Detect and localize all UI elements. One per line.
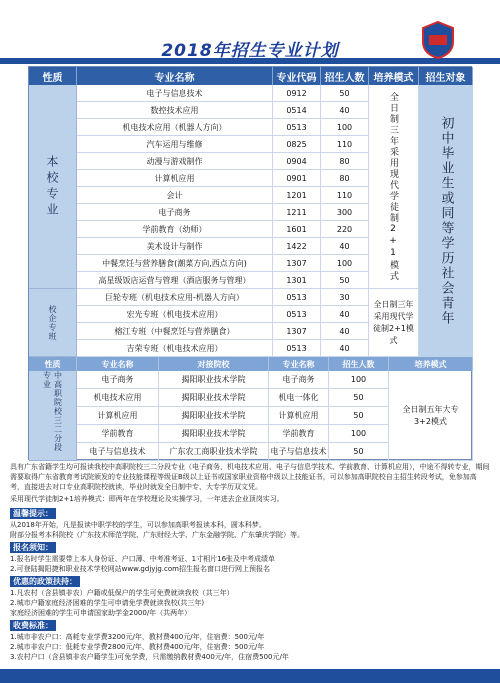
enroll-count: 80: [321, 170, 369, 187]
header-cell: 培养模式: [369, 67, 419, 85]
note-apprenticeship: 采用现代学徒制2+1培养模式：即两年在学校理论及实操学习，一年进去企业顶岗实习。: [10, 495, 284, 503]
enroll-count: 100: [321, 255, 369, 272]
header-cell: 性质: [29, 67, 77, 85]
joint-major: 电子与信息技术: [77, 443, 159, 461]
partner-college: 揭阳职业技术学院: [159, 371, 269, 389]
major-name: 电子商务: [77, 204, 273, 221]
major-name: 巨轮专班（机电技术应用-机器人方向）: [77, 289, 273, 306]
tip-line-1: 从2018年开始，凡是报读中职学校的学生，可以参加高职考报读本科，圆本科梦。: [10, 521, 266, 529]
major-code: 1601: [273, 221, 321, 238]
enroll-count: 100: [321, 119, 369, 136]
joint-count: 50: [329, 389, 389, 407]
sub-header-cell: 性质: [29, 357, 77, 371]
header-cell: 专业代码: [273, 67, 321, 85]
major-name: 高星级饭店运营与管理（酒店服务与管理）: [77, 272, 273, 289]
joint-count: 50: [329, 407, 389, 425]
major-name: 中餐烹饪与营养膳食(潮菜方向,西点方向): [77, 255, 273, 272]
major-name: 电子与信息技术: [77, 85, 273, 102]
sub-header-cell: 培养模式: [389, 357, 473, 371]
major-code: 0513: [273, 340, 321, 357]
major-code: 0901: [273, 170, 321, 187]
college-major: 电子与信息技术: [269, 443, 329, 461]
header-cell: 招生人数: [321, 67, 369, 85]
header-cell: 招生对象: [419, 67, 473, 85]
partner-college: 广东农工商职业技术学院: [159, 443, 269, 461]
enroll-count: 40: [321, 323, 369, 340]
enroll-count: 300: [321, 204, 369, 221]
major-name: 机电技术应用（机器人方向）: [77, 119, 273, 136]
major-name: 学前教育（幼师）: [77, 221, 273, 238]
enroll-count: 40: [321, 340, 369, 357]
notes: [10, 462, 490, 662]
enroll-count: 50: [321, 85, 369, 102]
enrollment-target-text: 初中毕业生或同等学历社会青年: [438, 116, 454, 326]
policy-line-1: 1.凡农村（含县镇非农）户籍或低保户的学生可免费就读我校（共三年）: [10, 589, 234, 597]
college-major: 电子商务: [269, 371, 329, 389]
footer-bar: [0, 669, 500, 683]
partner-college: 揭阳职业技术学院: [159, 407, 269, 425]
major-name: 吉荣专班（机电技术应用）: [77, 340, 273, 357]
college-major: 学前教育: [269, 425, 329, 443]
header-cell: 专业名称: [77, 67, 273, 85]
major-name: 汽车运用与维修: [77, 136, 273, 153]
major-name: 数控技术应用: [77, 102, 273, 119]
school-logo-icon: [420, 20, 456, 60]
enroll-count: 80: [321, 153, 369, 170]
policy-line-3: 家庭经济困难的学生可申请国家助学金2000/年（共两年）: [10, 609, 192, 617]
section-enterprise-label: [29, 289, 77, 357]
page-title: 2018年招生专业计划: [161, 41, 339, 61]
sub-header-cell: 专业名称: [77, 357, 159, 371]
tip-line-2: 附部分报考本科院校（广东技术师范学院、广东财经大学、广东金融学院、广东肇庆学院）等。: [10, 531, 304, 539]
section-local-label: [29, 85, 77, 289]
note-joint-program: 具有广东省籍学生均可报读我校中高职院校三二分段专业（电子商务、机电技术应用、电子与信息学技术、学前教育、计算机应用），中途不得转专业，期间需要取得广东省教育考试院颁发的专业技能课程等级证B级以上证书或国家职业资格中级以上技能证书，可以参加高职院校自主招生转段考试，免参加高考，直接进去对口专业高职院校就读，毕业时就发全日制中专、大专学历双文凭。: [10, 463, 490, 491]
enroll-count: 40: [321, 306, 369, 323]
joint-count: 50: [329, 443, 389, 461]
joint-major: 计算机应用: [77, 407, 159, 425]
major-code: 0912: [273, 85, 321, 102]
local-mode-text: 全日制三年采用现代学徒制2+1模式: [388, 91, 398, 282]
section-joint-label-text: 中高职院校三二分段专业: [42, 371, 63, 452]
partner-college: 揭阳职业技术学院: [159, 389, 269, 407]
local-mode: [369, 85, 419, 289]
college-major: 计算机应用: [269, 407, 329, 425]
major-code: 0513: [273, 306, 321, 323]
joint-major: 学前教育: [77, 425, 159, 443]
joint-count: 100: [329, 371, 389, 389]
joint-mode: 全日制五年大专3+2模式: [389, 371, 473, 461]
sub-header-cell: 招生人数: [329, 357, 389, 371]
major-name: 美术设计与制作: [77, 238, 273, 255]
policy-line-2: 2.城市户籍家庭经济困难的学生可申请免学费就读我校(共三年): [10, 599, 205, 607]
major-code: 1201: [273, 187, 321, 204]
joint-count: 100: [329, 425, 389, 443]
enroll-count: 40: [321, 102, 369, 119]
major-code: 0514: [273, 102, 321, 119]
enroll-count: 110: [321, 187, 369, 204]
major-code: 0513: [273, 289, 321, 306]
enrollment-table: [28, 66, 472, 460]
major-code: 0513: [273, 119, 321, 136]
college-major: 机电一体化: [269, 389, 329, 407]
section-enterprise-label-text: 校企专班: [48, 304, 57, 341]
enterprise-mode: 全日制三年采用现代学徒制2+1模式: [369, 289, 419, 357]
fee-label: 收费标准：: [10, 620, 56, 631]
sub-header-cell: 对接院校: [159, 357, 269, 371]
fee-line-3: 3.农村户口（含县镇非农户籍学生)可免学费，只需缴纳教材费400元/年，住宿费500元/年: [10, 653, 289, 661]
major-name: 宏光专班（机电技术应用）: [77, 306, 273, 323]
major-name: 动漫与游戏制作: [77, 153, 273, 170]
major-code: 1307: [273, 323, 321, 340]
partner-college: 揭阳职业技术学院: [159, 425, 269, 443]
apply-label: 报名须知：: [10, 542, 56, 553]
apply-line-1: 1.报名时学生需要带上本人身份证、户口薄、中考准考证、1寸相片16张及中考成绩单: [10, 555, 276, 563]
enroll-count: 30: [321, 289, 369, 306]
apply-line-2: 2.可登陆揭阳捷和职业技术学校网站www.gdjyjg.com招生报名窗口进行网上预报名: [10, 565, 270, 573]
major-code: 0904: [273, 153, 321, 170]
enroll-count: 110: [321, 136, 369, 153]
enroll-count: 40: [321, 238, 369, 255]
major-name: 榕江专班（中餐烹饪与营养膳食）: [77, 323, 273, 340]
major-name: 计算机应用: [77, 170, 273, 187]
section-local-label-text: 本校专业: [45, 154, 59, 219]
sub-header-cell: 专业名称: [269, 357, 329, 371]
major-code: 1307: [273, 255, 321, 272]
major-code: 1211: [273, 204, 321, 221]
joint-major: 电子商务: [77, 371, 159, 389]
major-code: 0825: [273, 136, 321, 153]
joint-major: 机电技术应用: [77, 389, 159, 407]
section-joint-label: [29, 371, 77, 461]
fee-line-1: 1.城市非农户口：高耗专业学费3200元/年，教材费400元/年，住宿费：500元/年: [10, 633, 265, 641]
major-code: 1301: [273, 272, 321, 289]
major-code: 1422: [273, 238, 321, 255]
enrollment-target: [419, 85, 473, 357]
enroll-count: 220: [321, 221, 369, 238]
major-name: 会计: [77, 187, 273, 204]
tip-label: 温馨提示：: [10, 508, 56, 519]
enroll-count: 50: [321, 272, 369, 289]
policy-label: 优惠的政策扶持：: [10, 576, 80, 587]
fee-line-2: 2.城市非农户口：低耗专业学费2800元/年，教材费400元/年，住宿费：500元/年: [10, 643, 265, 651]
